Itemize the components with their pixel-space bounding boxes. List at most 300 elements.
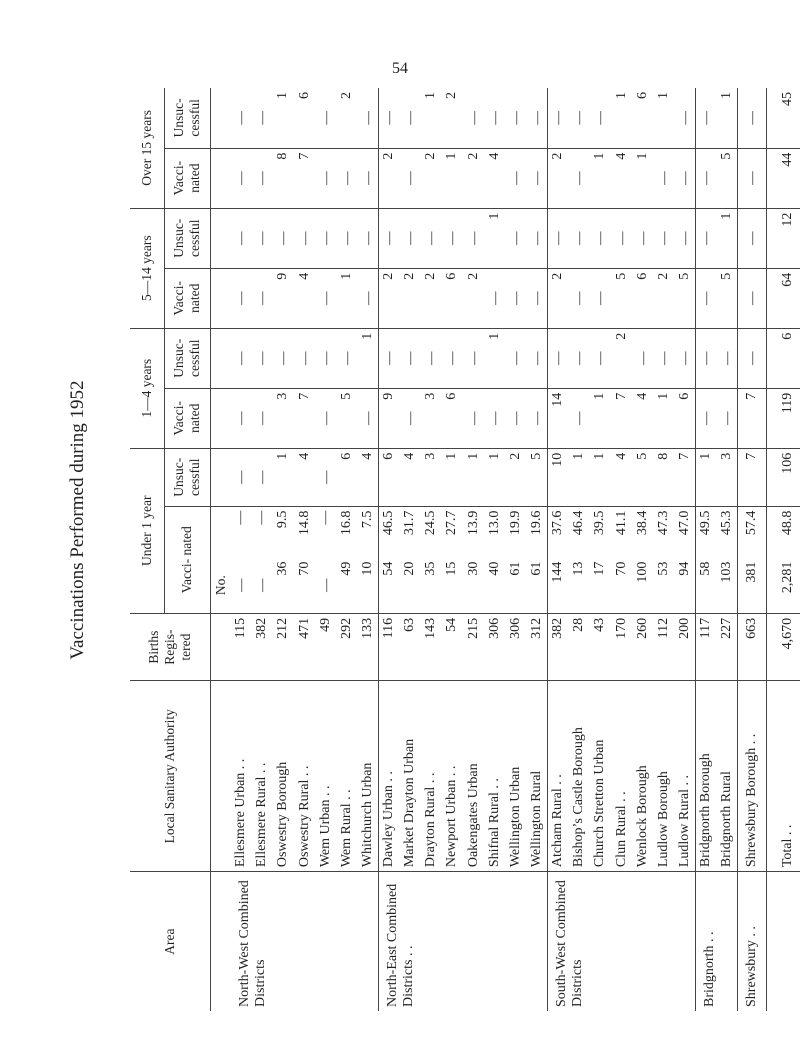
v514-cell: 5 bbox=[717, 268, 738, 328]
header-under-1: Under 1 year bbox=[130, 448, 164, 613]
header-u1-unsuccessful: Unsuc- cessful bbox=[164, 448, 210, 506]
v14-cell: 5 bbox=[336, 388, 357, 448]
u15-cell: — bbox=[738, 88, 767, 148]
v514-cell: 1 bbox=[336, 268, 357, 328]
local-authority-cell: Ludlow Rural . . bbox=[674, 681, 695, 872]
area-cell: North-East Combined Districts . . bbox=[379, 872, 548, 1011]
v15-cell: — bbox=[336, 148, 357, 208]
u14-cell: — bbox=[379, 328, 400, 388]
header-14-unsuccessful: Unsuc- cessful bbox=[164, 328, 210, 388]
total-area-blank bbox=[767, 872, 800, 1011]
u1-unsuccessful-cell: 6 bbox=[336, 448, 357, 506]
u15-cell: — bbox=[400, 88, 421, 148]
v14-cell: — bbox=[400, 388, 421, 448]
local-authority-cell: Oswestry Rural . . bbox=[294, 681, 315, 872]
header-15-vaccinated: Vacci- nated bbox=[164, 148, 210, 208]
u1-unsuccessful-cell: 1 bbox=[590, 448, 611, 506]
v15-cell: — bbox=[231, 148, 252, 208]
u14-cell: — bbox=[526, 328, 547, 388]
v15-cell: — bbox=[400, 148, 421, 208]
u1-percent-cell: 57.4 bbox=[738, 506, 767, 557]
table-body bbox=[210, 88, 800, 1011]
u14-cell: — bbox=[569, 328, 590, 388]
v514-cell: — bbox=[252, 268, 273, 328]
header-over-15: Over 15 years bbox=[130, 88, 164, 208]
v514-cell: 2 bbox=[463, 268, 484, 328]
table-row bbox=[231, 88, 252, 1011]
u1-unsuccessful-cell: 5 bbox=[632, 448, 653, 506]
v514-cell: 4 bbox=[294, 268, 315, 328]
births-cell: 306 bbox=[484, 613, 505, 681]
births-cell: 133 bbox=[357, 613, 378, 681]
u1-number-cell: — bbox=[252, 558, 273, 614]
births-cell: 117 bbox=[696, 613, 717, 681]
births-cell: 471 bbox=[294, 613, 315, 681]
v14-cell: — bbox=[717, 388, 738, 448]
v514-cell: 9 bbox=[273, 268, 294, 328]
u514-cell: — bbox=[315, 208, 336, 268]
v514-cell: 5 bbox=[674, 268, 695, 328]
u14-cell: — bbox=[463, 328, 484, 388]
u14-cell: — bbox=[590, 328, 611, 388]
v514-cell: — bbox=[231, 268, 252, 328]
u1-unsuccessful-cell: 3 bbox=[421, 448, 442, 506]
v514-cell: 2 bbox=[379, 268, 400, 328]
u14-cell: — bbox=[294, 328, 315, 388]
area-cell: Shrewsbury . . bbox=[738, 872, 767, 1011]
u1-number-cell: 36 bbox=[273, 558, 294, 614]
v15-cell: — bbox=[653, 148, 674, 208]
births-cell: 663 bbox=[738, 613, 767, 681]
u1-number-cell: 103 bbox=[717, 558, 738, 614]
u15-cell: 1 bbox=[421, 88, 442, 148]
u1-unsuccessful-cell: 5 bbox=[526, 448, 547, 506]
v514-cell: 2 bbox=[548, 268, 569, 328]
u1-number-cell: 53 bbox=[653, 558, 674, 614]
u15-cell: — bbox=[505, 88, 526, 148]
u1-unsuccessful-cell: — bbox=[231, 448, 252, 506]
total-v14-cell: 119 bbox=[767, 388, 800, 448]
u15-cell: 1 bbox=[717, 88, 738, 148]
v14-cell: — bbox=[463, 388, 484, 448]
u1-unsuccessful-cell: 3 bbox=[717, 448, 738, 506]
u1-number-cell: 70 bbox=[294, 558, 315, 614]
v14-cell: 9 bbox=[379, 388, 400, 448]
u15-cell: — bbox=[590, 88, 611, 148]
v15-cell: 8 bbox=[273, 148, 294, 208]
v15-cell: — bbox=[526, 148, 547, 208]
vaccinations-table bbox=[130, 88, 800, 1011]
u1-number-cell: 100 bbox=[632, 558, 653, 614]
v514-cell: — bbox=[590, 268, 611, 328]
u1-percent-cell: 19.6 bbox=[528, 510, 544, 536]
u1-unsuccessful-cell: 8 bbox=[653, 448, 674, 506]
u514-cell: — bbox=[590, 208, 611, 268]
u1-number-cell: 13 bbox=[569, 558, 590, 614]
v14-cell: 14 bbox=[548, 388, 569, 448]
v514-cell: 5 bbox=[611, 268, 632, 328]
v514-cell: — bbox=[526, 268, 547, 328]
u1-percent-cell: — bbox=[233, 510, 249, 525]
total-u15-cell: 45 bbox=[767, 88, 800, 148]
total-label: Total . . bbox=[767, 681, 800, 872]
v514-cell: 2 bbox=[400, 268, 421, 328]
total-v514-cell: 64 bbox=[767, 268, 800, 328]
u514-cell: — bbox=[336, 208, 357, 268]
u1-unsuccessful-cell: 4 bbox=[357, 448, 378, 506]
v15-cell: — bbox=[357, 148, 378, 208]
u14-cell: — bbox=[442, 328, 463, 388]
u14-cell: — bbox=[696, 328, 717, 388]
u514-cell: — bbox=[569, 208, 590, 268]
u1-percent-cell: 31.7 bbox=[402, 510, 418, 536]
local-authority-cell: Atcham Rural . . bbox=[548, 681, 569, 872]
u15-cell: — bbox=[674, 88, 695, 148]
header-5-14: 5—14 years bbox=[130, 208, 164, 328]
u514-cell: — bbox=[400, 208, 421, 268]
v15-cell: 1 bbox=[590, 148, 611, 208]
u1-percent-cell: 16.8 bbox=[338, 510, 354, 536]
u1-number-cell: 20 bbox=[400, 558, 421, 614]
v15-cell: — bbox=[738, 148, 767, 208]
u15-cell: — bbox=[696, 88, 717, 148]
v514-cell: — bbox=[484, 268, 505, 328]
local-authority-cell: Shifnal Rural . . bbox=[484, 681, 505, 872]
u15-cell: 2 bbox=[336, 88, 357, 148]
local-authority-cell: Wellington Rural bbox=[526, 681, 547, 872]
v514-cell: — bbox=[738, 268, 767, 328]
local-authority-cell: Newport Urban . . bbox=[442, 681, 463, 872]
u14-cell: — bbox=[674, 328, 695, 388]
u514-cell: — bbox=[231, 208, 252, 268]
v15-cell: 2 bbox=[421, 148, 442, 208]
local-authority-cell: Wem Rural . . bbox=[336, 681, 357, 872]
blank-cell bbox=[210, 268, 231, 328]
blank-cell bbox=[210, 448, 231, 506]
u1-number-cell: 381 bbox=[738, 558, 767, 614]
table-title: Vaccinations Performed during 1952 bbox=[67, 380, 88, 660]
title-column bbox=[58, 80, 98, 960]
total-u514-cell: 12 bbox=[767, 208, 800, 268]
u14-cell: — bbox=[505, 328, 526, 388]
header-15-unsuccessful: Unsuc- cessful bbox=[164, 88, 210, 148]
births-cell: 49 bbox=[315, 613, 336, 681]
u1-percent-cell: 24.5 bbox=[423, 510, 439, 536]
local-authority-cell: Ellesmere Rural . . bbox=[252, 681, 273, 872]
u15-cell: — bbox=[379, 88, 400, 148]
u1-percent-cell: 49.5 bbox=[696, 506, 717, 557]
u14-cell: — bbox=[273, 328, 294, 388]
u1-percent-cell: 19.9 bbox=[507, 510, 523, 536]
v14-cell: 4 bbox=[632, 388, 653, 448]
u1-number-cell: 15 bbox=[442, 558, 463, 614]
table-row bbox=[696, 88, 717, 1011]
blank-cell bbox=[210, 613, 231, 681]
blank-cell bbox=[210, 208, 231, 268]
blank-cell bbox=[210, 872, 231, 1011]
births-cell: 215 bbox=[463, 613, 484, 681]
u514-cell: — bbox=[674, 208, 695, 268]
u1-percent-cell: 46.4 bbox=[571, 510, 587, 536]
v514-cell: — bbox=[569, 268, 590, 328]
births-cell: 312 bbox=[526, 613, 547, 681]
v14-cell: 6 bbox=[442, 388, 463, 448]
u1-percent-cell: 47.0 bbox=[676, 510, 692, 536]
u1-number-cell: 54 bbox=[379, 558, 400, 614]
births-cell: 260 bbox=[632, 613, 653, 681]
u1-unsuccessful-cell: 7 bbox=[674, 448, 695, 506]
v514-cell: 6 bbox=[442, 268, 463, 328]
u514-cell: — bbox=[463, 208, 484, 268]
u1-percent-cell: 27.7 bbox=[444, 510, 460, 536]
area-cell: North-West Combined Districts bbox=[236, 880, 268, 1007]
v15-cell: — bbox=[315, 148, 336, 208]
total-u14-cell: 6 bbox=[767, 328, 800, 388]
u1-number-cell: 30 bbox=[463, 558, 484, 614]
no-label: No. bbox=[210, 558, 231, 614]
blank-cell bbox=[210, 681, 231, 872]
u14-cell: — bbox=[421, 328, 442, 388]
v514-cell: — bbox=[357, 268, 378, 328]
blank-cell bbox=[210, 388, 231, 448]
v15-cell: 1 bbox=[632, 148, 653, 208]
local-authority-cell: Wenlock Borough bbox=[632, 681, 653, 872]
v514-cell: — bbox=[696, 268, 717, 328]
u1-unsuccessful-cell: 4 bbox=[611, 448, 632, 506]
u1-unsuccessful-cell: — bbox=[315, 448, 336, 506]
header-births: Births Regis- tered bbox=[130, 613, 210, 681]
v14-cell: — bbox=[231, 388, 252, 448]
v15-cell: — bbox=[252, 148, 273, 208]
v14-cell: — bbox=[569, 388, 590, 448]
v15-cell: — bbox=[696, 148, 717, 208]
u514-cell: — bbox=[696, 208, 717, 268]
births-cell: 116 bbox=[379, 613, 400, 681]
u1-percent-cell: 13.0 bbox=[486, 510, 502, 536]
u514-cell: — bbox=[442, 208, 463, 268]
u1-unsuccessful-cell: 1 bbox=[484, 448, 505, 506]
v15-cell: 5 bbox=[717, 148, 738, 208]
local-authority-cell: Oakengates Urban bbox=[463, 681, 484, 872]
u1-percent-cell: 37.6 bbox=[548, 506, 569, 557]
u1-unsuccessful-cell: 10 bbox=[548, 448, 569, 506]
v14-cell: 7 bbox=[738, 388, 767, 448]
u14-cell: — bbox=[548, 328, 569, 388]
u1-unsuccessful-cell: 1 bbox=[463, 448, 484, 506]
area-cell: Bridgnorth . . bbox=[696, 872, 738, 1011]
u14-cell: 1 bbox=[484, 328, 505, 388]
u14-cell: — bbox=[653, 328, 674, 388]
header-14-vaccinated: Vacci- nated bbox=[164, 388, 210, 448]
total-u1-number-cell: 2,281 bbox=[767, 558, 800, 614]
v15-cell: 2 bbox=[548, 148, 569, 208]
u1-number-cell: 58 bbox=[696, 558, 717, 614]
local-authority-cell: Ellesmere Urban . . bbox=[231, 681, 252, 872]
births-cell: 112 bbox=[653, 613, 674, 681]
v14-cell: 7 bbox=[611, 388, 632, 448]
u1-number-cell: 70 bbox=[611, 558, 632, 614]
u1-unsuccessful-cell: 4 bbox=[400, 448, 421, 506]
births-cell: 227 bbox=[717, 613, 738, 681]
v15-cell: 7 bbox=[294, 148, 315, 208]
births-cell: 54 bbox=[442, 613, 463, 681]
u514-cell: 1 bbox=[484, 208, 505, 268]
births-cell: 143 bbox=[421, 613, 442, 681]
local-authority-cell: Market Drayton Urban bbox=[400, 681, 421, 872]
local-authority-cell: Whitchurch Urban bbox=[357, 681, 378, 872]
local-authority-cell: Wellington Urban bbox=[505, 681, 526, 872]
u1-percent-cell: 9.5 bbox=[275, 510, 291, 529]
u15-cell: 1 bbox=[273, 88, 294, 148]
local-authority-cell: Drayton Rural . . bbox=[421, 681, 442, 872]
u514-cell: — bbox=[294, 208, 315, 268]
births-cell: 170 bbox=[611, 613, 632, 681]
u1-unsuccessful-cell: 1 bbox=[569, 448, 590, 506]
u1-number-cell: 35 bbox=[421, 558, 442, 614]
header-514-unsuccessful: Unsuc- cessful bbox=[164, 208, 210, 268]
subheader-row bbox=[210, 88, 231, 1011]
blank-cell bbox=[210, 328, 231, 388]
u14-cell: — bbox=[632, 328, 653, 388]
u1-unsuccessful-cell: 1 bbox=[696, 448, 717, 506]
u1-percent-cell: 39.5 bbox=[592, 510, 608, 536]
u1-unsuccessful-cell: 6 bbox=[379, 448, 400, 506]
u1-number-cell: — bbox=[231, 558, 252, 614]
u15-cell: — bbox=[548, 88, 569, 148]
page-number: 54 bbox=[392, 60, 408, 77]
table-row bbox=[738, 88, 767, 1011]
v15-cell: — bbox=[569, 148, 590, 208]
total-u1-percent-cell: 48.8 bbox=[767, 506, 800, 557]
total-v15-cell: 44 bbox=[767, 148, 800, 208]
u1-number-cell: 144 bbox=[548, 558, 569, 614]
total-u1-unsuccessful-cell: 106 bbox=[767, 448, 800, 506]
u15-cell: 2 bbox=[442, 88, 463, 148]
u1-percent-cell: 41.1 bbox=[613, 510, 629, 536]
v14-cell: — bbox=[357, 388, 378, 448]
v514-cell: — bbox=[505, 268, 526, 328]
v14-cell: 6 bbox=[674, 388, 695, 448]
u514-cell: — bbox=[632, 208, 653, 268]
u15-cell: 6 bbox=[632, 88, 653, 148]
v15-cell: 4 bbox=[484, 148, 505, 208]
u514-cell: 1 bbox=[717, 208, 738, 268]
u14-cell: — bbox=[336, 328, 357, 388]
local-authority-cell: Ludlow Borough bbox=[653, 681, 674, 872]
u14-cell: 2 bbox=[611, 328, 632, 388]
rotated-table-wrapper bbox=[130, 88, 800, 1011]
u514-cell: — bbox=[738, 208, 767, 268]
u1-unsuccessful-cell: 4 bbox=[294, 448, 315, 506]
v15-cell: 4 bbox=[611, 148, 632, 208]
local-authority-cell: Bridgnorth Borough bbox=[696, 681, 717, 872]
u1-number-cell: 61 bbox=[505, 558, 526, 614]
u1-number-cell: 40 bbox=[484, 558, 505, 614]
header-1-4: 1—4 years bbox=[130, 328, 164, 448]
u1-percent-cell: 45.3 bbox=[719, 510, 735, 536]
u15-cell: 6 bbox=[294, 88, 315, 148]
v15-cell: — bbox=[505, 148, 526, 208]
v14-cell: — bbox=[696, 388, 717, 448]
u1-percent-cell: — bbox=[317, 510, 333, 525]
v15-cell: 1 bbox=[442, 148, 463, 208]
v14-cell: — bbox=[484, 388, 505, 448]
u1-number-cell: 61 bbox=[526, 558, 547, 614]
v14-cell: 1 bbox=[653, 388, 674, 448]
v514-cell: 2 bbox=[653, 268, 674, 328]
u514-cell: — bbox=[548, 208, 569, 268]
u1-unsuccessful-cell: 1 bbox=[442, 448, 463, 506]
births-cell: 200 bbox=[674, 613, 695, 681]
table-row bbox=[379, 88, 400, 1011]
u14-cell: — bbox=[252, 328, 273, 388]
u15-cell: — bbox=[315, 88, 336, 148]
births-cell: 212 bbox=[273, 613, 294, 681]
u14-cell: — bbox=[738, 328, 767, 388]
births-cell: 382 bbox=[548, 613, 569, 681]
u14-cell: — bbox=[717, 328, 738, 388]
u514-cell: — bbox=[421, 208, 442, 268]
v15-cell: 2 bbox=[379, 148, 400, 208]
u1-percent-cell: 38.4 bbox=[634, 510, 650, 536]
u1-unsuccessful-cell: 2 bbox=[505, 448, 526, 506]
u15-cell: — bbox=[252, 88, 273, 148]
u14-cell: — bbox=[315, 328, 336, 388]
u15-cell: — bbox=[569, 88, 590, 148]
u1-percent-cell: 14.8 bbox=[296, 510, 312, 536]
blank-cell bbox=[210, 148, 231, 208]
births-cell: 115 bbox=[231, 613, 252, 681]
u514-cell: — bbox=[526, 208, 547, 268]
u15-cell: — bbox=[526, 88, 547, 148]
local-authority-cell: Shrewsbury Borough . . bbox=[738, 681, 767, 872]
u514-cell: — bbox=[357, 208, 378, 268]
table-row bbox=[548, 88, 569, 1011]
u514-cell: — bbox=[653, 208, 674, 268]
u15-cell: — bbox=[463, 88, 484, 148]
u15-cell: — bbox=[484, 88, 505, 148]
u1-percent-cell: — bbox=[254, 510, 270, 525]
u15-cell: 1 bbox=[653, 88, 674, 148]
u1-number-cell: 49 bbox=[336, 558, 357, 614]
local-authority-cell: Dawley Urban . . bbox=[379, 681, 400, 872]
births-cell: 382 bbox=[252, 613, 273, 681]
u1-percent-cell: 7.5 bbox=[359, 510, 375, 529]
u15-cell: 1 bbox=[611, 88, 632, 148]
u1-unsuccessful-cell: 1 bbox=[273, 448, 294, 506]
header-area: Area bbox=[130, 872, 210, 1011]
u14-cell: — bbox=[231, 328, 252, 388]
v15-cell: 2 bbox=[463, 148, 484, 208]
births-cell: 43 bbox=[590, 613, 611, 681]
u1-unsuccessful-cell: 7 bbox=[738, 448, 767, 506]
v514-cell: 2 bbox=[421, 268, 442, 328]
header-u1-vaccinated: Vacci- nated bbox=[164, 506, 210, 613]
header-514-vaccinated: Vacci- nated bbox=[164, 268, 210, 328]
total-births-cell: 4,670 bbox=[767, 613, 800, 681]
births-cell: 292 bbox=[336, 613, 357, 681]
u514-cell: — bbox=[611, 208, 632, 268]
u15-cell: — bbox=[357, 88, 378, 148]
u1-unsuccessful-cell: — bbox=[252, 448, 273, 506]
local-authority-cell: Oswestry Borough bbox=[273, 681, 294, 872]
u15-cell: — bbox=[231, 88, 252, 148]
blank-cell bbox=[210, 506, 231, 557]
births-cell: 63 bbox=[400, 613, 421, 681]
v14-cell: — bbox=[526, 388, 547, 448]
births-cell: 306 bbox=[505, 613, 526, 681]
header-local-authority: Local Sanitary Authority bbox=[130, 681, 210, 872]
